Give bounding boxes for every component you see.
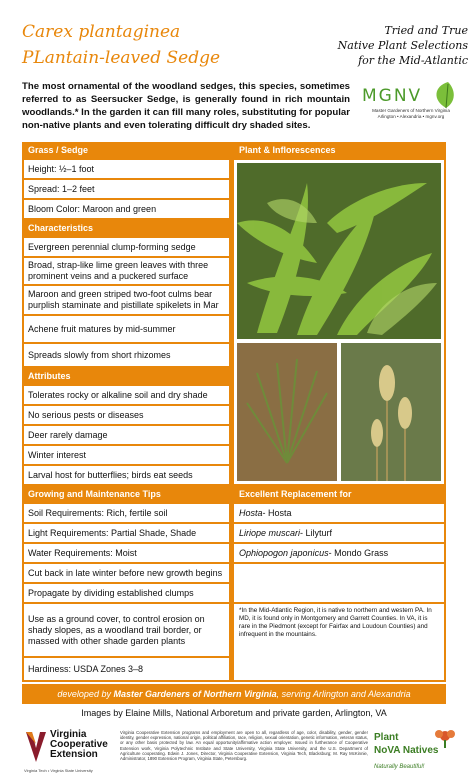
- vce-name-line-2: Cooperative: [50, 739, 108, 750]
- image-credit: Images by Elaine Mills, National Arboretum and private garden, Arlington, VA: [81, 708, 387, 718]
- replacement-blank: [234, 564, 444, 602]
- characteristic-row-1: Evergreen perennial clump-forming sedge: [24, 238, 229, 256]
- replacement-common-3: - Mondo Grass: [328, 547, 389, 558]
- attributes-header: Attributes: [28, 371, 71, 381]
- vce-logo: [24, 730, 116, 774]
- plant-nova-natives-logo: [370, 726, 466, 778]
- replacement-latin-2: Liriope muscari: [239, 527, 301, 538]
- tagline-line-2: Native Plant Selections: [337, 39, 468, 52]
- attribute-row-5: Larval host for butterflies; birds eat seeds: [24, 466, 229, 484]
- developer-suffix: , serving Arlington and Alexandria: [276, 689, 411, 699]
- vce-name: [50, 730, 108, 760]
- characteristic-row-2: Broad, strap-like lime green leaves with three prominent veins and a puckered surface: [24, 258, 229, 284]
- leaf-icon: [426, 80, 466, 110]
- replacement-row-2: [234, 524, 444, 542]
- growing-tips-header: Growing and Maintenance Tips: [28, 489, 161, 499]
- pnn-line-1: Plant: [374, 732, 399, 743]
- light-row: Light Requirements: Partial Shade, Shade: [24, 524, 229, 542]
- info-table: [22, 142, 446, 682]
- tagline-line-1: Tried and True: [384, 24, 468, 37]
- mgnv-subtitle-line-1: Master Gardeners of Northern Virginia: [372, 108, 450, 113]
- replacement-latin-3: Ophiopogon japonicus: [239, 547, 329, 558]
- developer-prefix: developed by: [57, 689, 114, 699]
- vce-name-line-3: Extension: [50, 749, 98, 760]
- characteristic-row-5: Spreads slowly from short rhizomes: [24, 344, 229, 366]
- vce-mark-icon: [24, 730, 48, 764]
- mgnv-subtitle-line-2: Arlington • Alexandria • mgnv.org: [377, 114, 445, 119]
- tip-row-3: Use as a ground cover, to control erosion on shady slopes, as a woodland trail border, or massed with other shade garden plants: [24, 604, 229, 656]
- characteristic-row-3: Maroon and green striped two-foot culms bear purplish staminate and pistillate spikelets in Mar: [24, 286, 229, 314]
- characteristics-header: Characteristics: [28, 223, 94, 233]
- plant-common-name: PLantain-leaved Sedge: [22, 48, 221, 68]
- legal-statement: Virginia Cooperative Extension programs and employment are open to all, regardless of age, color, disability, gender, gender identity, gender expression, national origin, political affiliation, race, religion, sexual orientation, genetic information, veteran status, or any other basis protected by law. An equal opportunity/affirmative action employer. Issued in furtherance of Cooperative Extension work, Virginia Polytechnic Institute and State University, Virginia State University, and the U.S. Department of Agriculture cooperating. Edwin J. Jones, Director, Virginia Cooperative Extension, Virginia Tech, Blacksburg; M. Ray McKinnie, Administrator, 1890 Extension Program, Virginia State, Petersburg.: [120, 730, 368, 762]
- replacement-header: Excellent Replacement for: [239, 489, 352, 499]
- range-footnote: *In the Mid-Atlantic Region, it is native to northern and western PA. In MD, it is found only in Montgomery and Garrett Counties. In VA, it is rare in the Piedmont (except for Fairfax and Loudoun Counties) and infrequent in the mountains.: [234, 604, 444, 680]
- replacement-row-3: [234, 544, 444, 562]
- tip-row-1: Cut back in late winter before new growth begins: [24, 564, 229, 582]
- replacement-common-2: - Lilyturf: [300, 527, 333, 538]
- developer-band: [22, 684, 446, 704]
- attribute-row-4: Winter interest: [24, 446, 229, 464]
- developer-org: Master Gardeners of Northern Virginia: [113, 689, 277, 699]
- tip-row-2: Propagate by dividing established clumps: [24, 584, 229, 602]
- vce-subtitle: Virginia Tech • Virginia State University: [24, 768, 93, 773]
- replacement-latin-1: Hosta: [239, 507, 263, 518]
- grass-sedge-header: Grass / Sedge: [28, 145, 89, 155]
- mgnv-subtitle: [356, 108, 466, 120]
- attribute-row-3: Deer rarely damage: [24, 426, 229, 444]
- spread-row: Spread: 1–2 feet: [24, 180, 229, 198]
- water-row: Water Requirements: Moist: [24, 544, 229, 562]
- photo-panel: [234, 160, 444, 484]
- pnn-line-2: NoVA Natives: [374, 745, 439, 756]
- replacement-row-1: [234, 504, 444, 522]
- plant-photos: [237, 163, 441, 481]
- flower-icon: [432, 726, 458, 748]
- intro-paragraph: The most ornamental of the woodland sedges, this species, sometimes referred to as Seersucker Sedge, is generally found in rich mountain woodlands.* In the garden it can fill many roles, substituting for popular non-native plants and even tolerating difficult dry shaded sites.: [22, 81, 350, 131]
- replacement-common-1: - Hosta: [262, 507, 292, 518]
- tagline-line-3: for the Mid-Atlantic: [358, 54, 468, 67]
- inflorescence-photo: [341, 343, 441, 481]
- mgnv-logo-text: MGNV: [362, 86, 423, 106]
- height-row: Height: ½–1 foot: [24, 160, 229, 178]
- vce-name-line-1: Virginia: [50, 729, 87, 740]
- tagline: [300, 23, 468, 68]
- plant-latin-name: Carex plantaginea: [22, 22, 181, 42]
- attribute-row-1: Tolerates rocky or alkaline soil and dry shade: [24, 386, 229, 404]
- photos-header: Plant & Inflorescences: [239, 145, 336, 155]
- left-column: [22, 142, 231, 682]
- pnn-tagline: Naturally Beautiful!: [374, 764, 425, 770]
- hardiness-row: Hardiness: USDA Zones 3–8: [24, 658, 229, 680]
- attribute-row-2: No serious pests or diseases: [24, 406, 229, 424]
- bloom-row: Bloom Color: Maroon and green: [24, 200, 229, 218]
- characteristic-row-4: Achene fruit matures by mid-summer: [24, 316, 229, 342]
- right-column: [234, 142, 446, 682]
- soil-row: Soil Requirements: Rich, fertile soil: [24, 504, 229, 522]
